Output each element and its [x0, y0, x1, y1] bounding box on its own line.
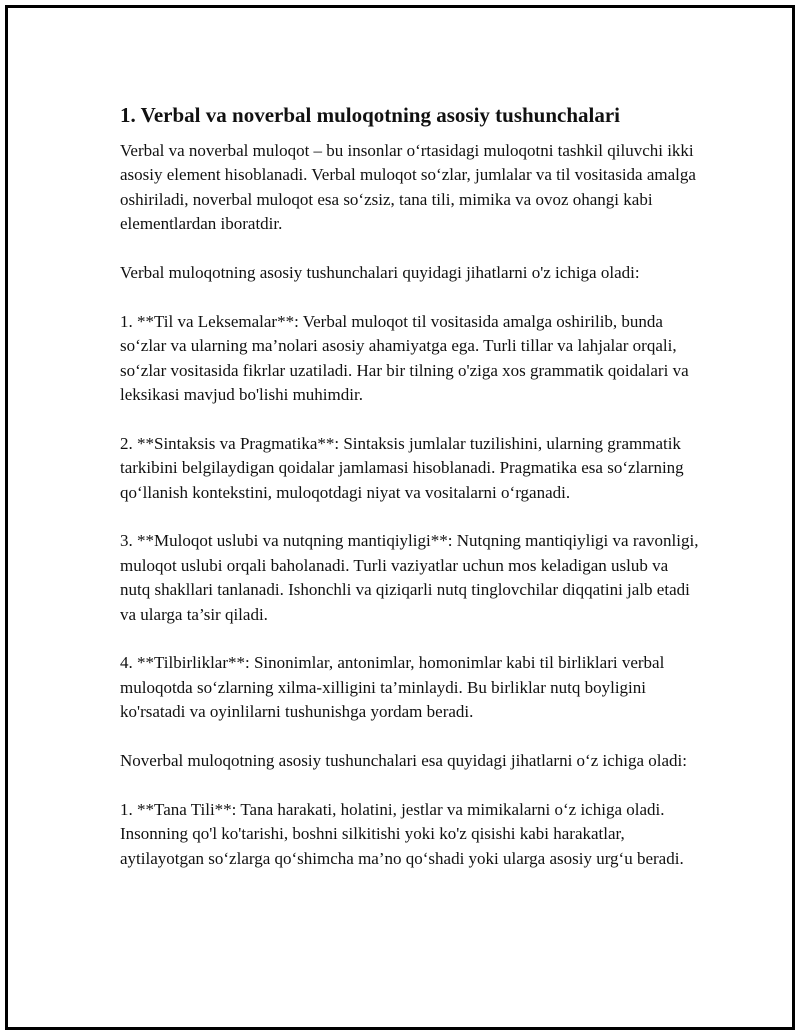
- paragraph-verbal-item-1: 1. **Til va Leksemalar**: Verbal muloqot til vositasida amalga oshirilib, bunda soʻzlar va ularning ma’nolari asosiy ahamiyatga ega. Turli tillar va lahjalar orqali, soʻzlar vositasida fikrlar uzatiladi. Har bir tilning o'ziga xos grammatik qoidalari va leksikasi mavjud bo'lishi muhimdir.: [120, 311, 689, 405]
- paragraph-intro: Verbal va noverbal muloqot – bu insonlar oʻrtasidagi muloqotni tashkil qiluvchi ikki asosiy element hisoblanadi. Verbal muloqot soʻzlar, jumlalar va til vositasida amalga oshiriladi, noverbal muloqot esa soʻzsiz, tana tili, mimika va ovoz ohangi kabi elementlardan iboratdir.: [120, 141, 696, 234]
- spacer: [120, 130, 700, 139]
- paragraph-verbal-lead: Verbal muloqotning asosiy tushunchalari quyidagi jihatlarni o'z ichiga oladi:: [120, 263, 640, 283]
- paragraph-verbal-item-3: 3. **Muloqot uslubi va nutqning mantiqiyligi**: Nutqning mantiqiyligi va ravonligi, muloqot uslubi orqali baholanadi. Turli vaziyatlar uchun mos keladigan uslub va nutq shakllari tanlanadi. Ishonchli va qiziqarli nutq tinglovchilar diqqatini jalb etadi va ularga ta’sir qiladi.: [120, 531, 699, 624]
- spacer: [120, 237, 700, 261]
- spacer: [120, 773, 700, 797]
- section-title: 1. Verbal va noverbal muloqotning asosiy tushunchalari: [120, 103, 621, 127]
- spacer: [120, 627, 700, 651]
- paragraph-nonverbal-lead: Noverbal muloqotning asosiy tushunchalari esa quyidagi jihatlarni oʻz ichiga oladi:: [120, 751, 688, 771]
- paragraph-verbal-item-4: 4. **Tilbirliklar**: Sinonimlar, antonimlar, homonimlar kabi til birliklari verbal muloqotda soʻzlarning xilma-xilligini ta’minlaydi. Bu birliklar nutq boyligini ko'rsatadi va oyinlilarni tushunishga yordam beradi.: [120, 653, 665, 722]
- paragraph-verbal-item-2: 2. **Sintaksis va Pragmatika**: Sintaksis jumlalar tuzilishini, ularning grammatik tarkibini belgilaydigan qoidalar jamlamasi hisoblanadi. Pragmatika esa soʻzlarning qoʻllanish kontekstini, muloqotdagi niyat va vositalarni oʻrganadi.: [120, 433, 684, 502]
- spacer: [120, 407, 700, 431]
- page-frame: [5, 5, 795, 1030]
- spacer: [120, 725, 700, 749]
- document-body: [120, 100, 700, 871]
- spacer: [120, 285, 700, 309]
- spacer: [120, 505, 700, 529]
- paragraph-nonverbal-item-1: 1. **Tana Tili**: Tana harakati, holatini, jestlar va mimikalarni oʻz ichiga oladi. Insonning qo'l ko'tarishi, boshni silkitishi yoki ko'z qisishi kabi harakatlar, aytilayotgan soʻzlarga qoʻshimcha ma’no qoʻshadi yoki ularga asosiy urgʻu beradi.: [120, 799, 684, 868]
